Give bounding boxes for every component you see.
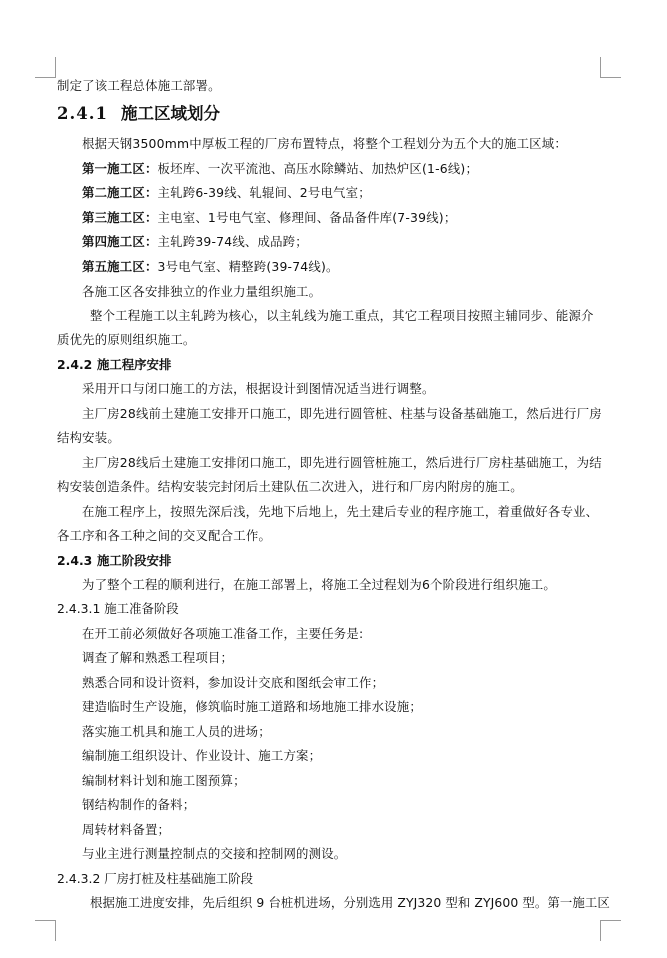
- zone-text: 主轧跨6-39线、轧辊间、2号电气室；: [157, 185, 371, 200]
- task-item: 建造临时生产设施，修筑临时施工道路和场地施工排水设施；: [82, 699, 422, 714]
- task-item: 周转材料备置；: [82, 822, 171, 837]
- heading-2-4-3-2: 2.4.3.2 厂房打桩及柱基础施工阶段: [57, 871, 253, 886]
- zone-item: [82, 161, 478, 177]
- task-item: 熟悉合同和设计资料，参加设计交底和图纸会审工作；: [82, 675, 385, 690]
- paragraph-text: 主厂房28线后土建施工安排闭口施工，即先进行圆管桩施工，然后进行厂房柱基础施工，为结: [82, 455, 602, 470]
- paragraph-text: 根据施工进度安排，先后组织 9 台桩机进场，分别选用 ZYJ320 型和 ZYJ600 型。第一施工区: [90, 895, 610, 910]
- zone-label: 第二施工区：: [82, 185, 158, 200]
- paragraph-text: 在施工程序上，按照先深后浅，先地下后地上，先土建后专业的程序施工，着重做好各专业、: [82, 504, 599, 519]
- heading-number: 2.4.1: [57, 104, 108, 123]
- paragraph-text: 结构安装。: [57, 430, 120, 445]
- paragraph-text: 采用开口与闭口施工的方法，根据设计到图情况适当进行调整。: [82, 381, 435, 396]
- zone-item: [82, 185, 371, 201]
- paragraph-text: 为了整个工程的顺利进行，在施工部署上，将施工全过程划为6个阶段进行组织施工。: [82, 577, 556, 592]
- zone-text: 3号电气室、精整跨(39-74线)。: [157, 259, 339, 274]
- crop-mark-top-right: [600, 57, 621, 78]
- heading-number: 2.4.3: [57, 553, 93, 568]
- task-item: 钢结构制作的备料；: [82, 797, 196, 812]
- task-item: 编制施工组织设计、作业设计、施工方案；: [82, 748, 322, 763]
- zone-text: 主电室、1号电气室、修理间、备品备件库(7-39线)；: [157, 210, 457, 225]
- zone-label: 第五施工区：: [82, 259, 158, 274]
- task-item: 编制材料计划和施工图预算；: [82, 773, 246, 788]
- heading-2-4-3-1: 2.4.3.1 施工准备阶段: [57, 601, 179, 616]
- paragraph-text: 制定了该工程总体施工部署。: [57, 78, 221, 93]
- zone-label: 第三施工区：: [82, 210, 158, 225]
- zone-item: [82, 210, 456, 226]
- zone-label: 第一施工区：: [82, 161, 158, 176]
- paragraph-text: 质优先的原则组织施工。: [57, 332, 196, 347]
- heading-title: 施工程序安排: [97, 357, 172, 372]
- heading-number: 2.4.2: [57, 357, 93, 372]
- paragraph-text: 主厂房28线前土建施工安排开口施工，即先进行圆管桩、柱基与设备基础施工，然后进行厂房: [82, 406, 602, 421]
- task-item: 落实施工机具和施工人员的进场；: [82, 724, 271, 739]
- zone-text: 主轧跨39-74线、成品跨；: [157, 234, 308, 249]
- paragraph-text: 根据天钢3500mm中厚板工程的厂房布置特点，将整个工程划分为五个大的施工区域：: [82, 136, 567, 151]
- heading-2-4-3: [57, 553, 171, 569]
- crop-mark-bottom-left: [35, 920, 56, 941]
- paragraph-text: 构安装创造条件。结构安装完封闭后土建队伍二次进入，进行和厂房内附房的施工。: [57, 479, 523, 494]
- paragraph-text: 各工序和各工种之间的交叉配合工作。: [57, 528, 272, 543]
- zone-item: [82, 234, 308, 250]
- paragraph-text: 各施工区各安排独立的作业力量组织施工。: [82, 284, 322, 299]
- heading-2-4-1: [57, 104, 220, 124]
- heading-title: 施工区域划分: [121, 104, 220, 123]
- heading-2-4-2: [57, 357, 171, 373]
- crop-mark-bottom-right: [600, 920, 621, 941]
- zone-label: 第四施工区：: [82, 234, 158, 249]
- task-item: 与业主进行测量控制点的交接和控制网的测设。: [82, 846, 347, 861]
- crop-mark-top-left: [35, 57, 56, 78]
- task-item: 调查了解和熟悉工程项目；: [82, 650, 234, 665]
- paragraph-text: 整个工程施工以主轧跨为核心，以主轧线为施工重点，其它工程项目按照主辅同步、能源介: [90, 308, 594, 323]
- paragraph-text: 在开工前必须做好各项施工准备工作，主要任务是:: [82, 626, 364, 641]
- zone-item: [82, 259, 339, 275]
- zone-text: 板坯库、一次平流池、高压水除鳞站、加热炉区(1-6线)；: [157, 161, 479, 176]
- heading-title: 施工阶段安排: [97, 553, 172, 568]
